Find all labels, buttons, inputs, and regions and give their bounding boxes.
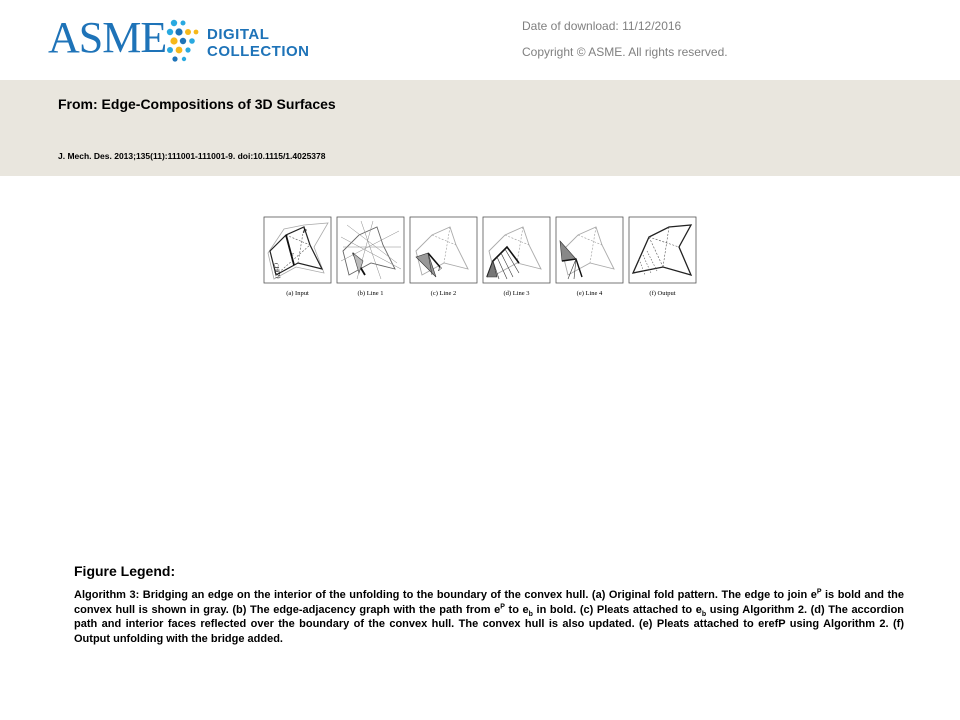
logo-dots-icon xyxy=(166,18,202,64)
panel-a xyxy=(264,217,331,283)
article-band xyxy=(0,80,960,176)
panel-c-p-label: P xyxy=(438,267,442,273)
panel-a-hull-label: CH(P) xyxy=(272,262,281,280)
panel-d xyxy=(483,217,550,283)
panel-e xyxy=(556,217,623,283)
panel-a-p-label: P xyxy=(303,229,307,235)
logo-asme-mark: ASME xyxy=(48,13,167,62)
panel-c xyxy=(410,217,477,283)
logo-word-collection: COLLECTION xyxy=(207,43,310,60)
panel-a-e-label: e xyxy=(291,252,294,258)
panel-a-caption: (a) Input xyxy=(286,290,309,297)
panel-b xyxy=(337,217,404,283)
panel-f-caption: (f) Output xyxy=(649,290,676,297)
article-title: From: Edge-Compositions of 3D Surfaces xyxy=(58,96,336,112)
panel-d-caption: (d) Line 3 xyxy=(503,290,530,297)
download-date: Date of download: 11/12/2016 xyxy=(522,19,682,33)
panel-e-caption: (e) Line 4 xyxy=(576,290,603,297)
article-citation: J. Mech. Des. 2013;135(11):111001-111001-9. doi:10.1115/1.4025378 xyxy=(58,151,326,161)
copyright-notice: Copyright © ASME. All rights reserved. xyxy=(522,45,728,59)
panel-f xyxy=(629,217,696,283)
legend-text: Algorithm 3: Bridging an edge on the interior of the unfolding to the boundary of the convex hull. (a) Original fold pattern. The edge to join $e^P$ is bold and the convex hull is shown in gray. (b) The edge-adjacency graph with the path from $e^P$ to $e_b$ in bold. (c) Pleats attached to $e_b$ using Algorithm 2. (d) The accordion path and interior faces reflected over the boundary of the convex hull. The convex hull is also updated. (e) Pleats attached to erefP using Algorithm 2. (f) Output unfolding with the bridge added. xyxy=(74,588,905,645)
panel-c-caption: (c) Line 2 xyxy=(430,290,457,297)
panel-b-caption: (b) Line 1 xyxy=(357,290,384,297)
legend-title: Figure Legend: xyxy=(74,563,176,579)
asme-logo xyxy=(48,10,338,70)
logo-word-digital: DIGITAL xyxy=(207,26,270,43)
figure-panels xyxy=(262,214,698,298)
